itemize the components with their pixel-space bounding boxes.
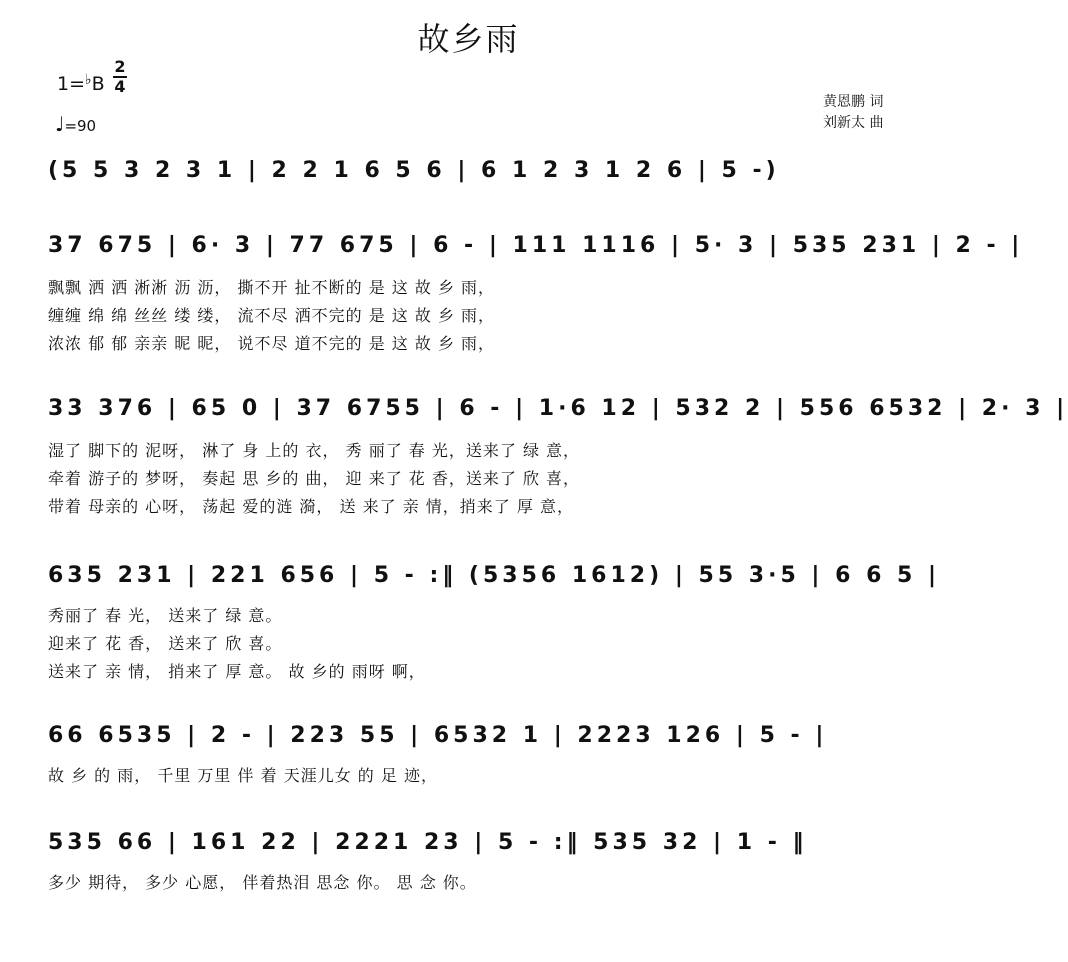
score-line-3	[0, 388, 1068, 528]
lyricist: 黄恩鹏 词	[823, 94, 884, 110]
lyric-verse-3: 送来了 亲 情， 捎来了 厚 意。 故 乡的 雨呀 啊，	[48, 662, 426, 681]
lyric-verse-1: 故 乡 的 雨， 千里 万里 伴 着 天涯儿女 的 足 迹，	[48, 766, 438, 785]
key-signature	[57, 72, 105, 95]
score-line-4	[0, 555, 941, 695]
lyric-verse-3: 浓浓 郁 郁 亲亲 昵 昵， 说不尽 道不完的 是 这 故 乡 雨，	[48, 334, 496, 353]
tempo-marking	[55, 112, 96, 136]
lyric-verse-3: 带着 母亲的 心呀， 荡起 爱的涟 漪， 送 来了 亲 情，捎来了 厚 意，	[48, 497, 574, 516]
lyric-verse-1: 湿了 脚下的 泥呀， 淋了 身 上的 衣， 秀 丽了 春 光，送来了 绿 意，	[48, 441, 581, 460]
score-line-6	[0, 822, 937, 962]
notation: (5 5 3 2 3 1 | 2 2 1 6 5 6 | 6 1 2 3 1 2 6 | 5 -)	[48, 158, 780, 183]
key-note: B	[91, 73, 105, 95]
key-prefix: 1=	[57, 73, 86, 95]
notation: 535 66 | 161 22 | 2221 23 | 5 - :‖ 535 32 | 1 - ‖	[48, 830, 808, 855]
credits	[823, 92, 883, 134]
notation: 635 231 | 221 656 | 5 - :‖ (5356 1612) | 55 3·5 | 6 6 5 |	[48, 563, 941, 588]
time-bottom: 4	[114, 77, 126, 96]
lyric-verse-1: 多少 期待， 多少 心愿， 伴着热泪 思念 你。 思 念 你。	[48, 873, 477, 892]
lyric-verse-1: 秀丽了 春 光， 送来了 绿 意。	[48, 606, 283, 625]
notation: 33 376 | 65 0 | 37 6755 | 6 - | 1·6 12 | 532 2 | 556 6532 | 2· 3 |	[48, 396, 1068, 421]
lyric-verse-1: 飘飘 洒 洒 淅淅 沥 沥， 撕不开 扯不断的 是 这 故 乡 雨，	[48, 278, 496, 297]
tempo-value: =90	[64, 117, 97, 135]
quarter-note-icon: ♩	[55, 112, 65, 136]
notation: 66 6535 | 2 - | 223 55 | 6532 1 | 2223 126 | 5 - |	[48, 723, 828, 748]
composer: 刘新太 曲	[823, 115, 884, 131]
notation: 37 675 | 6· 3 | 77 675 | 6 - | 111 1116 | 5· 3 | 535 231 | 2 - |	[48, 233, 1024, 258]
lyric-verse-2: 迎来了 花 香， 送来了 欣 喜。	[48, 634, 283, 653]
time-signature	[113, 58, 127, 96]
score-line-2	[0, 225, 1024, 365]
time-top: 2	[114, 57, 126, 76]
lyric-verse-2: 牵着 游子的 梦呀， 奏起 思 乡的 曲， 迎 来了 花 香，送来了 欣 喜，	[48, 469, 581, 488]
lyric-verse-2: 缠缠 绵 绵 丝丝 缕 缕， 流不尽 洒不完的 是 这 故 乡 雨，	[48, 306, 496, 325]
flat-sign: ♭	[85, 72, 92, 88]
song-title: 故乡雨	[417, 20, 520, 58]
